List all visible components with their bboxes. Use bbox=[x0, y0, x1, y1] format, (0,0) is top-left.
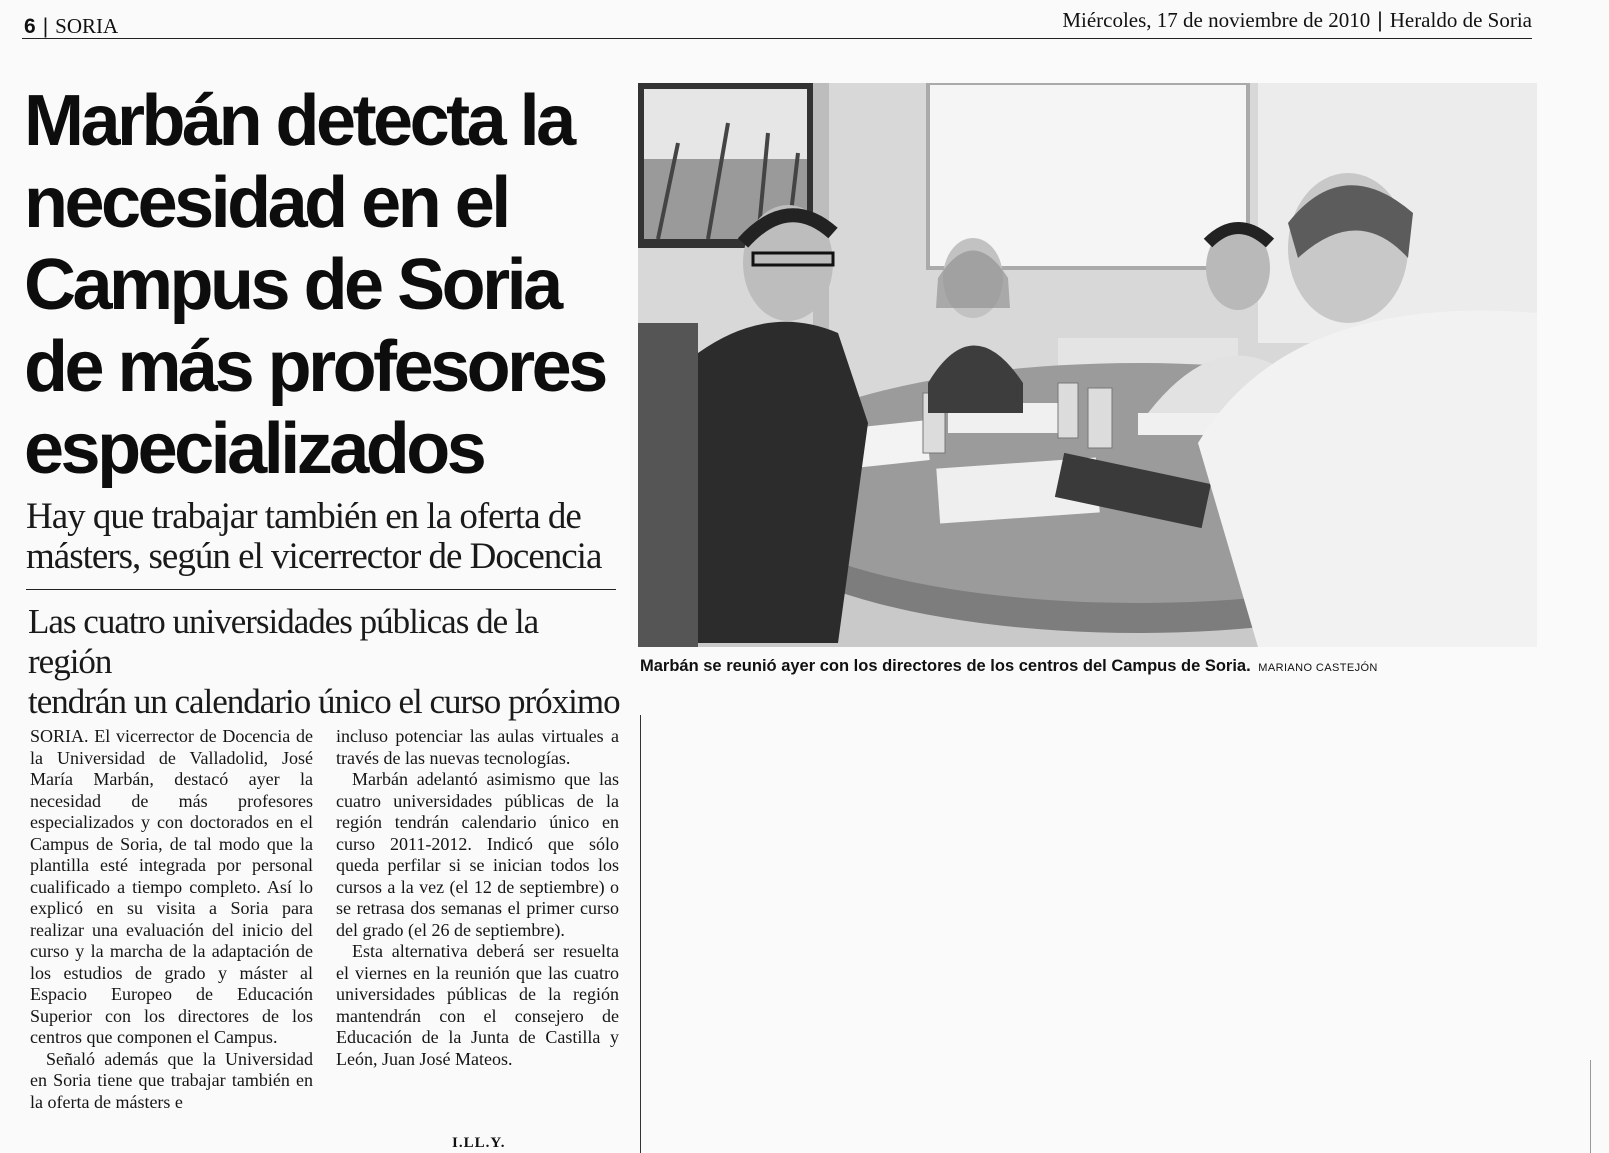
secondary-headline-line: Las cuatro universidades públicas de la región bbox=[28, 602, 539, 681]
subheadline-line: másters, según el vicerrector de Docencia bbox=[26, 536, 602, 577]
headline-line: necesidad en el bbox=[24, 163, 508, 243]
header-separator: | bbox=[1377, 9, 1383, 32]
article-paragraph: incluso potenciar las aulas virtuales a través de las nuevas tecnologías. bbox=[336, 726, 619, 768]
page-edge-rule bbox=[1590, 1060, 1591, 1153]
newspaper-name: Heraldo de Soria bbox=[1389, 8, 1532, 32]
headline-line: Campus de Soria bbox=[24, 245, 560, 325]
photo-caption bbox=[640, 657, 1378, 676]
article-paragraph: SORIA. El vicerrector de Docencia de la Universidad de Valladolid, José María Marbán, destacó ayer la necesidad de más profesores especializados y con doctorados en el Campus de Soria, de tal modo que la plantilla esté integrada por personal cualificado a tiempo completo. Así lo explicó en su visita a Soria para realizar una evaluación del inicio del curso y la marcha de la adaptación de los estudios de grado y máster al Espacio Europeo de Educación Superior con los directores de los centros que componen el Campus. bbox=[30, 726, 313, 1047]
page-header-left bbox=[24, 14, 118, 39]
meeting-photo-illustration bbox=[638, 83, 1537, 647]
subheadline-line: Hay que trabajar también en la oferta de bbox=[26, 496, 581, 537]
article-column-1 bbox=[30, 726, 313, 1113]
article-paragraph: Señaló además que la Universidad en Soria tiene que trabajar también en la oferta de másters e bbox=[30, 1048, 313, 1112]
article-paragraph: Marbán adelantó asimismo que las cuatro universidades públicas de la región tendrán calendario único en curso 2011-2012. Indicó que sólo queda perfilar si se inician todos los cursos a la vez (el 12 de septiembre) o se retrasa dos semanas el primer curso del grado (el 26 de septiembre). bbox=[336, 769, 619, 940]
section-name: SORIA bbox=[55, 14, 119, 38]
subheadline bbox=[26, 497, 616, 577]
headline-line: especializados bbox=[24, 409, 484, 489]
headline-line: de más profesores bbox=[24, 327, 605, 407]
headline bbox=[24, 80, 614, 490]
caption-text: Marbán se reunió ayer con los directores de los centros del Campus de Soria. bbox=[640, 657, 1251, 675]
issue-date: Miércoles, 17 de noviembre de 2010 bbox=[1062, 8, 1371, 32]
news-photo bbox=[638, 83, 1537, 647]
column-rule bbox=[640, 715, 641, 1153]
page-number: 6 bbox=[24, 15, 36, 38]
subheadline-rule bbox=[26, 589, 616, 590]
headline-line: Marbán detecta la bbox=[24, 81, 573, 161]
page-header-right bbox=[1062, 8, 1532, 33]
article-column-2 bbox=[336, 726, 619, 1070]
photo-credit: MARIANO CASTEJÓN bbox=[1258, 662, 1378, 674]
header-separator: | bbox=[42, 15, 49, 38]
author-signature: I.LL.Y. bbox=[452, 1135, 506, 1151]
secondary-headline bbox=[28, 602, 628, 722]
secondary-headline-line: tendrán un calendario único el curso próximo bbox=[28, 682, 620, 721]
header-rule bbox=[22, 38, 1532, 39]
article-paragraph: Esta alternativa deberá ser resuelta el viernes en la reunión que las cuatro universidades públicas de la región mantendrán con el consejero de Educación de la Junta de Castilla y León, Juan José Mateos. bbox=[336, 941, 619, 1069]
